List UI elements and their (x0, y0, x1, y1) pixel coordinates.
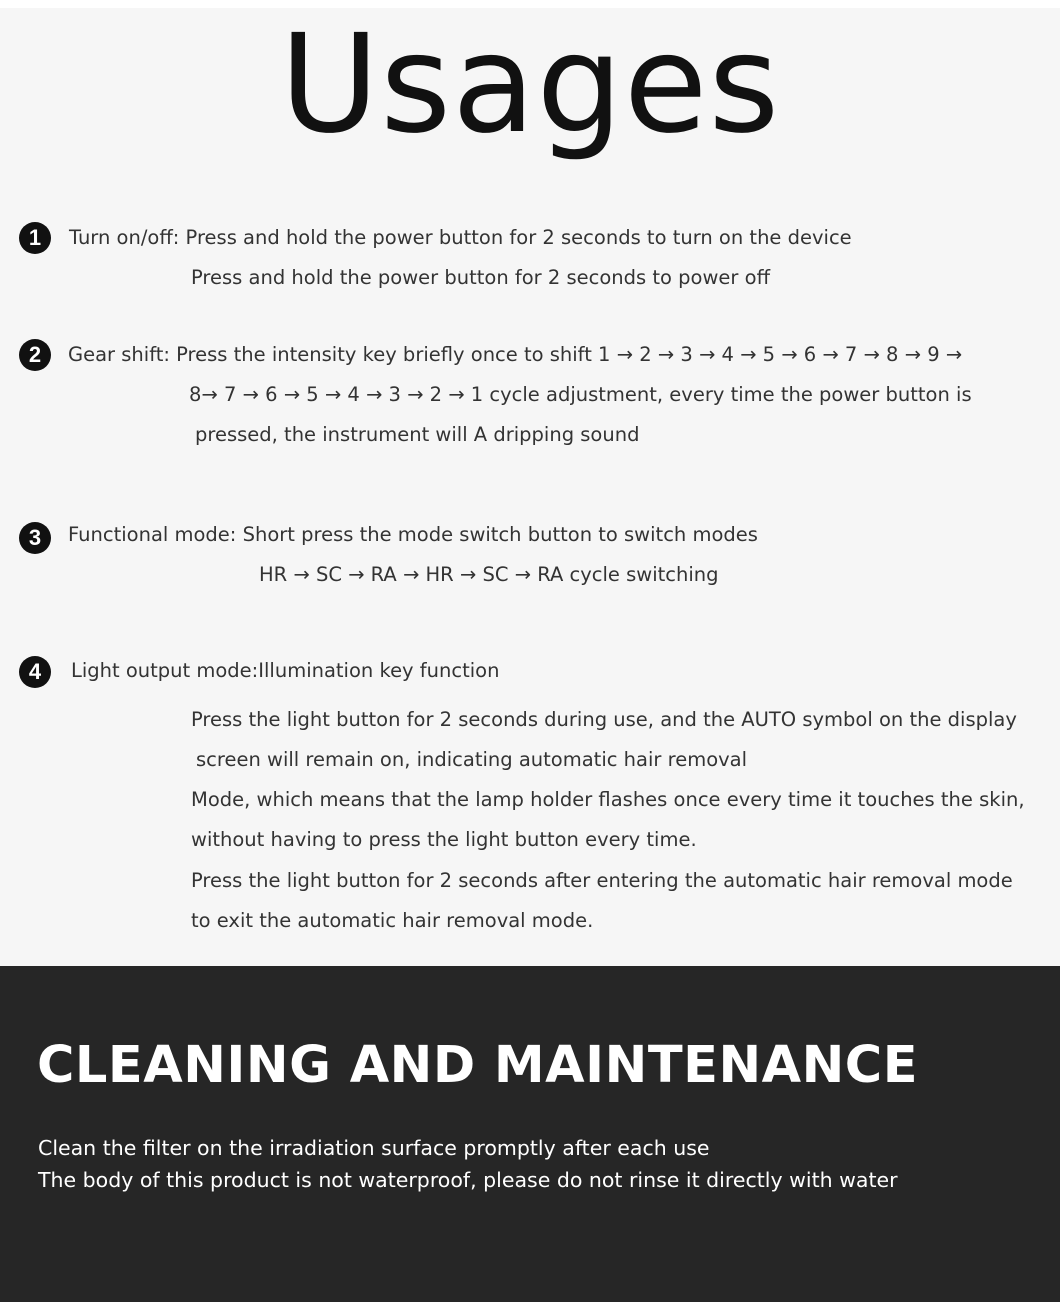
step-4-line-2: Press the light button for 2 seconds during use, and the AUTO symbol on the display (191, 708, 1017, 731)
step-4-line-1: Light output mode:Illumination key function (71, 659, 500, 682)
cleaning-title: CLEANING AND MAINTENANCE (37, 1036, 919, 1095)
step-3-line-1: Functional mode: Short press the mode switch button to switch modes (68, 523, 758, 546)
step-2-line-2: 8→ 7 → 6 → 5 → 4 → 3 → 2 → 1 cycle adjustment, every time the power button is (189, 383, 972, 406)
step-4-line-6: Press the light button for 2 seconds after entering the automatic hair removal mode (191, 869, 1013, 892)
step-1-line-1: Turn on/off: Press and hold the power button for 2 seconds to turn on the device (69, 226, 852, 249)
usages-section (0, 8, 1060, 966)
step-2-line-1: Gear shift: Press the intensity key briefly once to shift 1 → 2 → 3 → 4 → 5 → 6 → 7 → 8 → 9 → (68, 343, 963, 366)
cleaning-line-1: Clean the filter on the irradiation surface promptly after each use (38, 1136, 710, 1160)
step-2-badge: 2 (19, 339, 51, 371)
step-4-line-4: Mode, which means that the lamp holder flashes once every time it touches the skin, (191, 788, 1025, 811)
step-1-badge: 1 (19, 222, 51, 254)
cleaning-line-2: The body of this product is not waterproof, please do not rinse it directly with water (38, 1168, 898, 1192)
step-4-badge: 4 (19, 656, 51, 688)
cleaning-section (0, 966, 1060, 1302)
step-2-line-3: pressed, the instrument will A dripping sound (195, 423, 640, 446)
step-4-line-5: without having to press the light button every time. (191, 828, 697, 851)
step-3-badge: 3 (19, 522, 51, 554)
step-3-line-2: HR → SC → RA → HR → SC → RA cycle switching (259, 563, 719, 586)
step-4-line-7: to exit the automatic hair removal mode. (191, 909, 594, 932)
step-4-line-3: screen will remain on, indicating automatic hair removal (196, 748, 748, 771)
page-title: Usages (279, 6, 781, 164)
step-1-line-2: Press and hold the power button for 2 seconds to power off (191, 266, 771, 289)
